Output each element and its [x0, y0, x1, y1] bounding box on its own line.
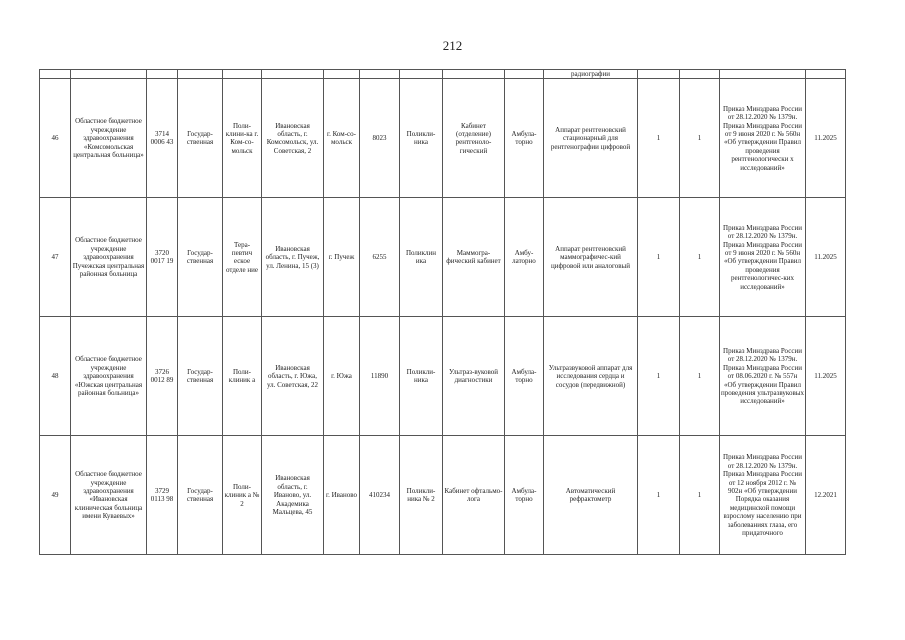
row-number-cell: 47: [40, 198, 71, 317]
regulation-cell: Приказ Минздрава России от 28.12.2020 № 1379н. Приказ Минздрава России от 9 июня 2020 г. № 560н «Об утверждении Правил проведения рентгенологичес-ких исследований»: [720, 198, 806, 317]
department-type-cell: Поликли-ника № 2: [400, 436, 443, 555]
table-row: [40, 79, 846, 198]
ownership-cell: Государ-ственная: [178, 198, 223, 317]
care-form-cell: Амбу-латорно: [505, 198, 544, 317]
unit-cell: Поли-клини-ка г. Ком-со-мольск: [223, 79, 262, 198]
care-form-cell: Амбула-торно: [505, 79, 544, 198]
address-cell: Ивановская область, г. Пучеж, ул. Ленина, 15 (3): [262, 198, 324, 317]
quantity-cell: 1: [638, 198, 680, 317]
ownership-cell: Государ-ственная: [178, 436, 223, 555]
room-cell: Кабинет (отделение) рентгеноло-гический: [443, 79, 505, 198]
population-cell: 410234: [360, 436, 400, 555]
code-cell: 3720 0017 19: [147, 198, 178, 317]
locality-cell: г. Пучеж: [324, 198, 360, 317]
population-cell: 8023: [360, 79, 400, 198]
regulation-cell: Приказ Минздрава России от 28.12.2020 № 1379н. Приказ Минздрава России от 08.06.2020 г. № 557н «Об утверждении Правил проведения ультразвуковых исследований»: [720, 317, 806, 436]
row-number-cell: 48: [40, 317, 71, 436]
population-cell: 6255: [360, 198, 400, 317]
care-form-cell: Амбула-торно: [505, 436, 544, 555]
department-type-cell: Поликли-ника: [400, 79, 443, 198]
room-cell: Ультраз-вуковой диагностики: [443, 317, 505, 436]
unit-cell: Поли-клиник а № 2: [223, 436, 262, 555]
code-cell: 3726 0012 89: [147, 317, 178, 436]
regulation-cell: Приказ Минздрава России от 28.12.2020 № 1379н. Приказ Минздрава России от 9 июня 2020 г. № 560н «Об утверждении Правил проведения рентгенологически х исследований»: [720, 79, 806, 198]
continuation-row: [40, 70, 846, 79]
unit-cell: Тера-певтич еское отделе ние: [223, 198, 262, 317]
quantity-cell: 1: [680, 436, 720, 555]
population-cell: 11890: [360, 317, 400, 436]
room-cell: Маммогра-фический кабинет: [443, 198, 505, 317]
equipment-register-table: [39, 69, 846, 555]
equipment-cell: Аппарат рентгеновский стационарный для рентгенографии цифровой: [544, 79, 638, 198]
department-type-cell: Поликлин ика: [400, 198, 443, 317]
room-cell: Кабинет офтальмо-лога: [443, 436, 505, 555]
row-number-cell: 46: [40, 79, 71, 198]
equipment-cell: Автоматический рефрактометр: [544, 436, 638, 555]
quantity-cell: 1: [638, 79, 680, 198]
institution-name-cell: Областное бюджетное учреждение здравоохранения «Ивановская клиническая больница имени Куваевых»: [71, 436, 147, 555]
date-cell: 11.2025: [806, 79, 846, 198]
table-row: [40, 198, 846, 317]
equipment-cell: Аппарат рентгеновский маммографичес-кий цифровой или аналоговый: [544, 198, 638, 317]
institution-name-cell: Областное бюджетное учреждение здравоохранения «Южская центральная районная больница»: [71, 317, 147, 436]
quantity-cell: 1: [638, 317, 680, 436]
date-cell: 11.2025: [806, 317, 846, 436]
locality-cell: г. Иваново: [324, 436, 360, 555]
quantity-cell: 1: [638, 436, 680, 555]
table-row: [40, 436, 846, 555]
table-row: [40, 317, 846, 436]
equipment-cell: Ультразвуковой аппарат для исследования сердца и сосудов (передвижной): [544, 317, 638, 436]
date-cell: 11.2025: [806, 198, 846, 317]
care-form-cell: Амбула-торно: [505, 317, 544, 436]
ownership-cell: Государ-ственная: [178, 317, 223, 436]
locality-cell: г. Южа: [324, 317, 360, 436]
address-cell: Ивановская область, г. Южа, ул. Советская, 22: [262, 317, 324, 436]
institution-name-cell: Областное бюджетное учреждение здравоохранения «Комсомольская центральная больница»: [71, 79, 147, 198]
continuation-equipment-cell: радиографии: [544, 70, 638, 79]
institution-name-cell: Областное бюджетное учреждение здравоохранения Пучежская центральная районная больница: [71, 198, 147, 317]
quantity-cell: 1: [680, 79, 720, 198]
regulation-cell: Приказ Минздрава России от 28.12.2020 № 1379н. Приказ Минздрава России от 12 ноября 2012 г. № 902н «Об утверждении Порядка оказания медицинской помощи взрослому населению при заболеваниях глаза, его придаточного: [720, 436, 806, 555]
address-cell: Ивановская область, г. Комсомольск, ул. Советская, 2: [262, 79, 324, 198]
code-cell: 3729 0113 98: [147, 436, 178, 555]
address-cell: Ивановская область, г. Иваново, ул. Академика Мальцева, 45: [262, 436, 324, 555]
date-cell: 12.2021: [806, 436, 846, 555]
department-type-cell: Поликли-ника: [400, 317, 443, 436]
row-number-cell: 49: [40, 436, 71, 555]
quantity-cell: 1: [680, 317, 720, 436]
page-number: 212: [442, 38, 463, 53]
locality-cell: г. Ком-со-мольск: [324, 79, 360, 198]
ownership-cell: Государ-ственная: [178, 79, 223, 198]
code-cell: 3714 0006 43: [147, 79, 178, 198]
quantity-cell: 1: [680, 198, 720, 317]
unit-cell: Поли-клиник а: [223, 317, 262, 436]
